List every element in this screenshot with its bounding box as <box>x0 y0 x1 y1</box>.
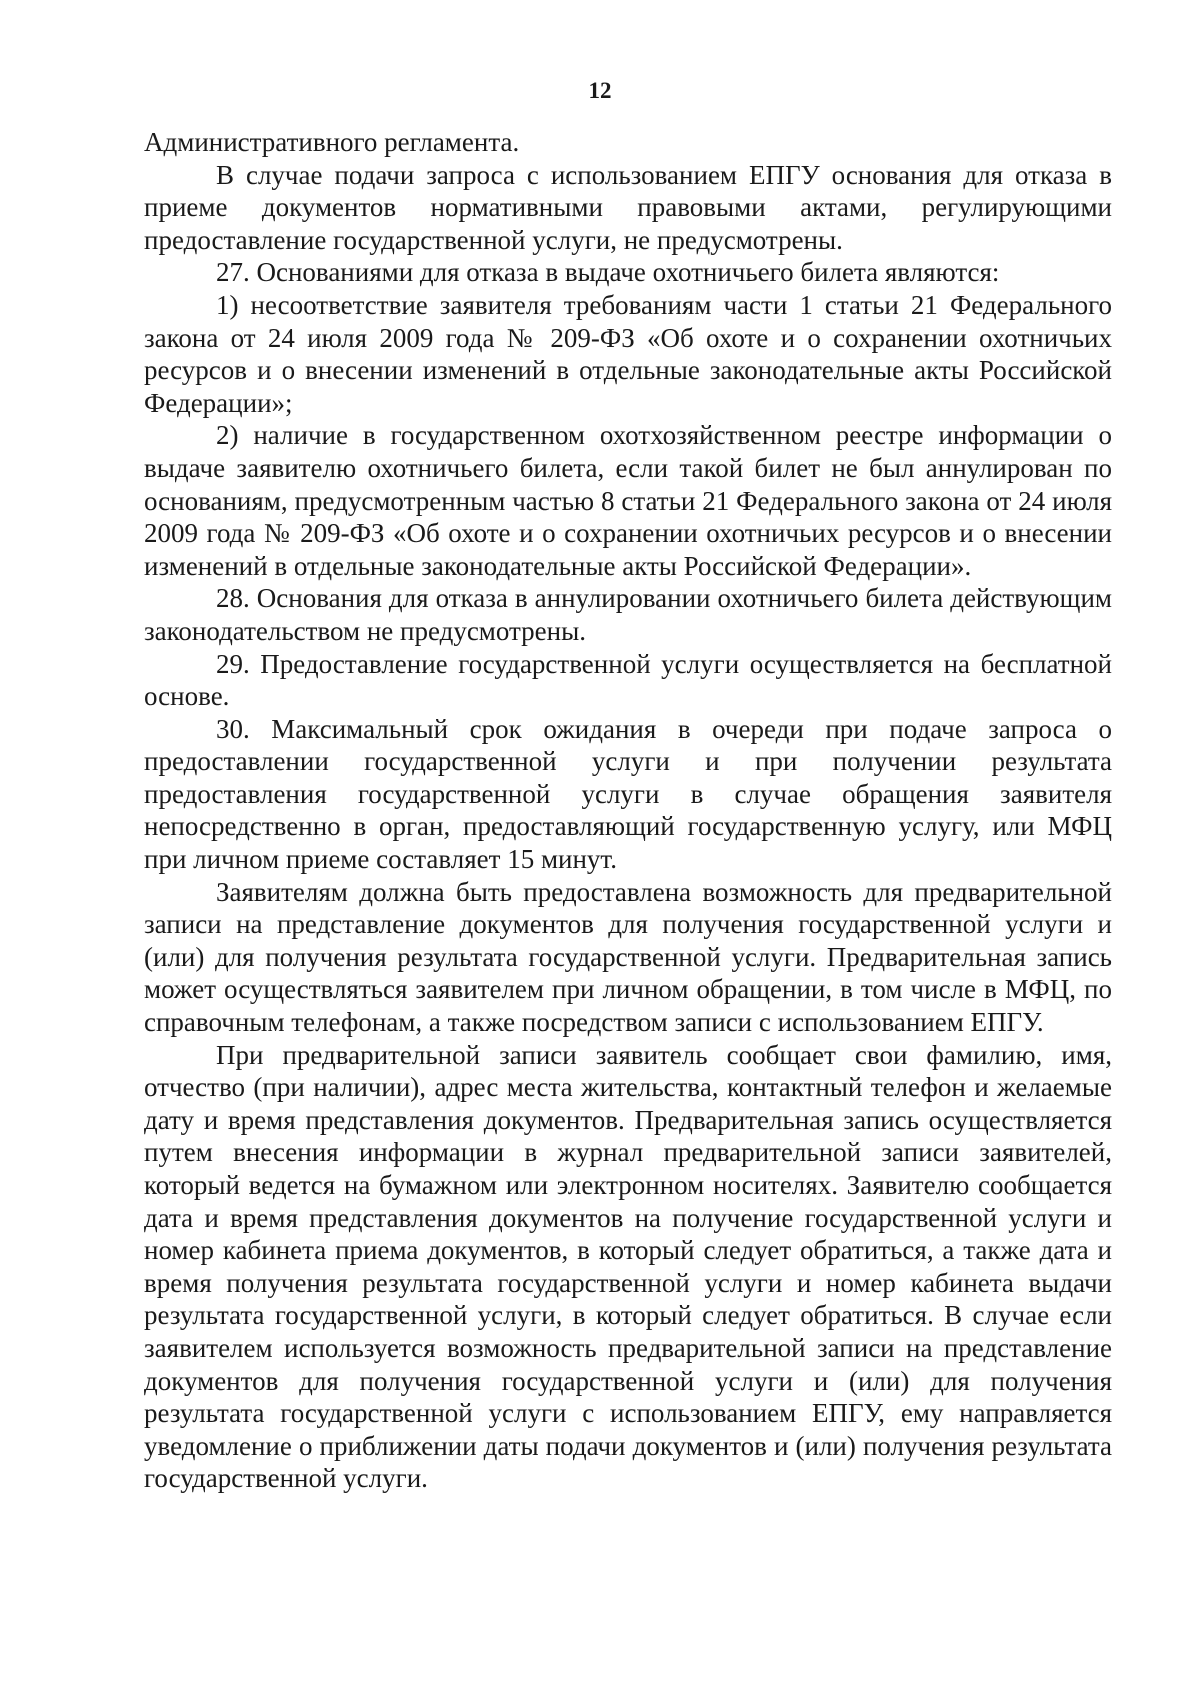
paragraph-29: 29. Предоставление государственной услуги осуществляется на бесплатной основе. <box>144 648 1112 712</box>
paragraph-27-heading: 27. Основаниями для отказа в выдаче охотничьего билета являются: <box>216 257 1000 288</box>
paragraph-27-item-2: 2) наличие в государственном охотхозяйственном реестре информации о выдаче заявителю охотничьего билета, если такой билет не был аннулирован по основаниям, предусмотренным частью 8 статьи 21 Федерального закона от 24 июля 2009 года № 209-ФЗ «Об охоте и о сохранении охотничьих ресурсов и о внесении изменений в отдельные законодательные акты Российской Федерации». <box>144 420 1112 581</box>
paragraph-pre-registration-details: При предварительной записи заявитель сообщает свои фамилию, имя, отчество (при наличии), адрес места жительства, контактный телефон и желаемые дату и время представления документов. Предварительная запись осуществляется путем внесения информации в журнал предварительной записи заявителей, который ведется на бумажном или электронном носителях. Заявителю сообщается дата и время представления документов на получение государственной услуги и номер кабинета приема документов, в который следует обратиться, а также дата и время получения результата государственной услуги и номер кабинета выдачи результата государственной услуги, в который следует обратиться. В случае если заявителем используется возможность предварительной записи на представление документов для получения государственной услуги и (или) для получения результата государственной услуги с использованием ЕПГУ, ему направляется уведомление о приближении даты подачи документов и (или) получения результата государственной услуги. <box>144 1039 1112 1494</box>
paragraph-continuation: Административного регламента. <box>144 127 520 157</box>
paragraph-30: 30. Максимальный срок ожидания в очереди при подаче запроса о предоставлении государственной услуги и при получении результата предоставления государственной услуги в случае обращения заявителя непосредственно в орган, предоставляющий государственную услугу, или МФЦ при личном приеме составляет 15 минут. <box>144 713 1112 875</box>
paragraph-epgu-refusal: В случае подачи запроса с использованием ЕПГУ основания для отказа в приеме документов нормативными правовыми актами, регулирующими предоставление государственной услуги, не предусмотрены. <box>144 159 1112 255</box>
paragraph-pre-registration: Заявителям должна быть предоставлена возможность для предварительной записи на представление документов для получения государственной услуги и (или) для получения результата государственной услуги. Предварительная запись может осуществляться заявителем при личном обращении, в том числе в МФЦ, по справочным телефонам, а также посредством записи с использованием ЕПГУ. <box>144 876 1112 1038</box>
document-body <box>144 126 1112 1495</box>
page-number: 12 <box>588 78 612 103</box>
paragraph-28: 28. Основания для отказа в аннулировании охотничьего билета действующим законодательством не предусмотрены. <box>144 583 1112 646</box>
paragraph-27-item-1: 1) несоответствие заявителя требованиям части 1 статьи 21 Федерального закона от 24 июля 2009 года № 209-ФЗ «Об охоте и о сохранении охотничьих ресурсов и о внесении изменений в отдельные законодательные акты Российской Федерации»; <box>144 289 1112 418</box>
